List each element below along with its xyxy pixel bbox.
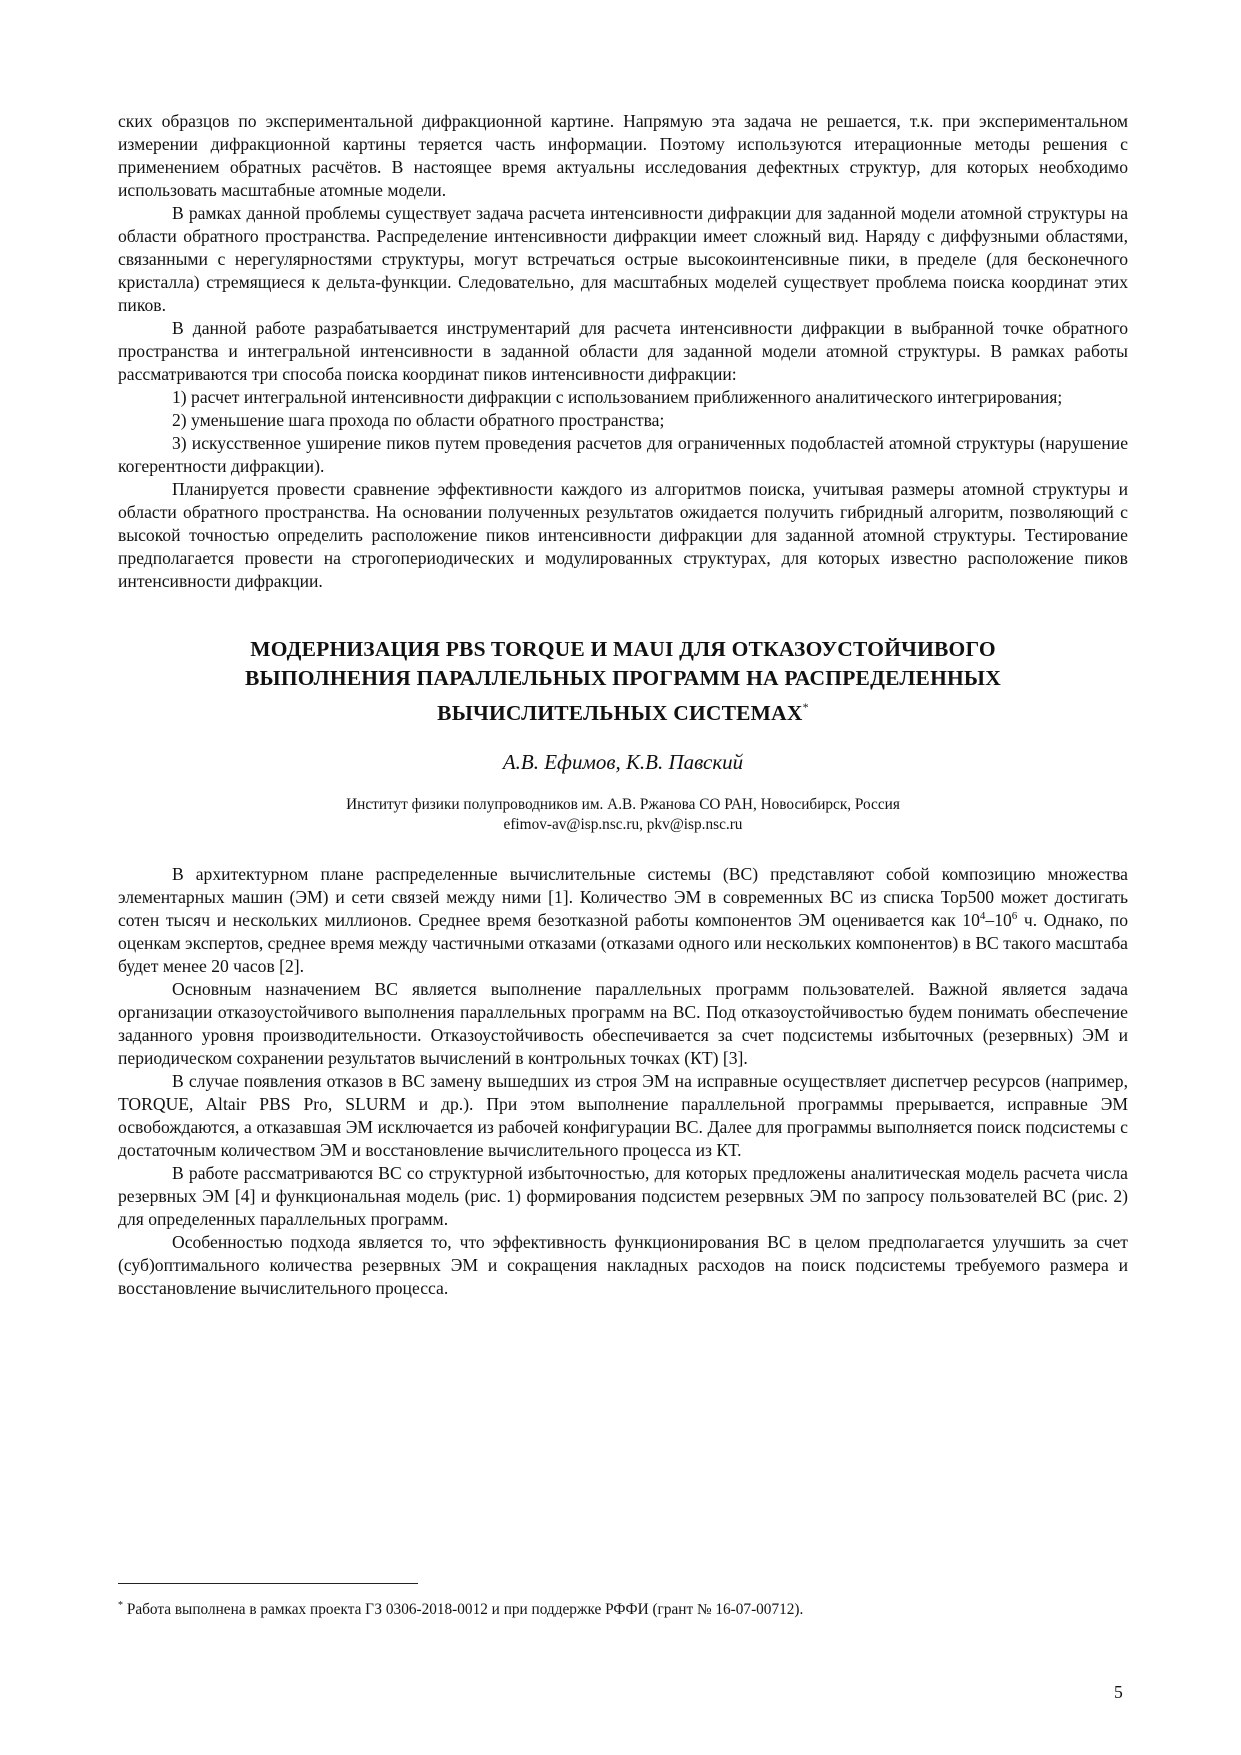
paragraph: Основным назначением ВС является выполнение параллельных программ пользователей. Важной является задача организации отказоустойчивого выполнения параллельных программ на ВС. Под отказоустойчивостью будем понимать обеспечение заданного уровня производительности. Отказоустойчивость обеспечивается за счет подсистемы избыточных (резервных) ЭМ и периодическом сохранении результатов вычислений в контрольных точках (КТ) [3]. (118, 979, 1128, 1068)
title-line (118, 693, 1128, 728)
list-item: 1) расчет интегральной интенсивности дифракции с использованием приближенного аналитического интегрирования; (172, 387, 1063, 407)
title-line: МОДЕРНИЗАЦИЯ PBS TORQUE И MAUI ДЛЯ ОТКАЗОУСТОЙЧИВОГО (250, 637, 996, 661)
superscript: 6 (1011, 910, 1018, 922)
list-item: 3) искусственное уширение пиков путем проведения расчетов для ограниченных подобластей атомной структуры (нарушение когерентности дифракции). (118, 433, 1128, 476)
affiliation: Институт физики полупроводников им. А.В. Ржанова СО РАН, Новосибирск, Россия (346, 796, 900, 813)
list-item: 2) уменьшение шага прохода по области обратного пространства; (172, 410, 665, 430)
paragraph: В рамках данной проблемы существует задача расчета интенсивности дифракции для заданной модели атомной структуры на области обратного пространства. Распределение интенсивности дифракции имеет сложный вид. Наряду с диффузными областями, связанными с нерегулярностями структуры, могут встречаться острые высокоинтенсивные пики, в пределе (для бесконечного кристалла) стремящиеся к дельта-функции. Следовательно, для масштабных моделей существует проблема поиска координат этих пиков. (118, 203, 1128, 315)
paragraph: В работе рассматриваются ВС со структурной избыточностью, для которых предложены аналитическая модель расчета числа резервных ЭМ [4] и функциональная модель (рис. 1) формирования подсистем резервных ЭМ по запросу пользователей ВС (рис. 2) для определенных параллельных программ. (118, 1163, 1128, 1229)
authors: А.В. Ефимов, К.В. Павский (502, 750, 744, 774)
emails: efimov-av@isp.nsc.ru, pkv@isp.nsc.ru (503, 816, 743, 833)
footnote-mark: * (118, 1600, 123, 1611)
superscript: 4 (979, 910, 986, 922)
article-body (118, 863, 1128, 1300)
footnote-mark: * (802, 700, 809, 714)
page-content (118, 110, 1128, 1300)
footnote-text: Работа выполнена в рамках проекта ГЗ 0306-2018-0012 и при поддержке РФФИ (грант № 16-07-00712). (123, 1601, 804, 1618)
footnote-divider (118, 1583, 418, 1584)
paragraph: Планируется провести сравнение эффективности каждого из алгоритмов поиска, учитывая размеры атомной структуры и области обратного пространства. На основании полученных результатов ожидается получить гибридный алгоритм, позволяющий с высокой точностью определить расположение пиков интенсивности дифракции для заданной атомной структуры. Тестирование предполагается провести на строгопериодических и модулированных структурах, для которых известно расположение пиков интенсивности дифракции. (118, 479, 1128, 591)
title-line: ВЫПОЛНЕНИЯ ПАРАЛЛЕЛЬНЫХ ПРОГРАММ НА РАСПРЕДЕЛЕННЫХ (245, 666, 1001, 690)
text-run: ч. Однако, по оценкам экспертов, среднее время между частичными отказами (отказами одного или нескольких компонентов) в ВС такого масштаба будет менее 20 часов [2]. (118, 910, 1129, 976)
footnote (118, 1600, 803, 1619)
title-line-text: ВЫЧИСЛИТЕЛЬНЫХ СИСТЕМАХ (437, 701, 803, 725)
paragraph: В данной работе разрабатывается инструментарий для расчета интенсивности дифракции в выбранной точке обратного пространства и интегральной интенсивности в заданной области для заданной модели атомной структуры. В рамках работы рассматриваются три способа поиска координат пиков интенсивности дифракции: (118, 318, 1128, 384)
article-title (118, 635, 1128, 728)
affiliation-block (118, 795, 1128, 835)
paragraph (118, 863, 1128, 978)
paragraph: ских образцов по экспериментальной дифракционной картине. Напрямую эта задача не решается, т.к. при экспериментальном измерении дифракционной картины теряется часть информации. Поэтому используются итерационные методы решения с применением обратных расчётов. В настоящее время актуальны исследования дефектных структур, для которых необходимо использовать масштабные атомные модели. (118, 111, 1128, 200)
paragraph: Особенностью подхода является то, что эффективность функционирования ВС в целом предполагается улучшить за счет (суб)оптимального количества резервных ЭМ и сокращения накладных расходов на поиск подсистемы требуемого размера и восстановление вычислительного процесса. (118, 1232, 1128, 1298)
text-run: В архитектурном плане распределенные вычислительные системы (ВС) представляют собой композицию множества элементарных машин (ЭМ) и сети связей между ними [1]. Количество ЭМ в современных ВС из списка Top500 может достигать сотен тысяч и нескольких миллионов. Среднее время безотказной работы компонентов ЭМ оценивается как 10 (118, 864, 1128, 930)
text-run: –10 (985, 910, 1012, 930)
paragraph: В случае появления отказов в ВС замену вышедших из строя ЭМ на исправные осуществляет диспетчер ресурсов (например, TORQUE, Altair PBS Pro, SLURM и др.). При этом выполнение параллельной программы прерывается, исправные ЭМ освобождаются, а отказавшая ЭМ исключается из рабочей конфигурации ВС. Далее для программы выполняется поиск подсистемы с достаточным количеством ЭМ и восстановление вычислительного процесса из КТ. (118, 1071, 1128, 1160)
page-number: 5 (1114, 1682, 1123, 1702)
